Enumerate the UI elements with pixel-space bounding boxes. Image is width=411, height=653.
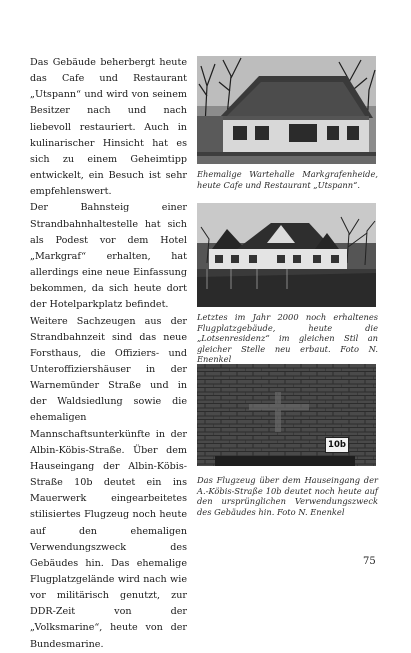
photo-thatched-waiting-hall (197, 56, 376, 164)
photo-caption-waiting-hall: Ehemalige Wartehalle Markgrafenheide, heute Cafe und Restaurant „Utspann“. (197, 169, 378, 190)
house-number-sign: 10b (325, 437, 349, 453)
paragraph-utspann: Das Gebäude beherbergt heute das Cafe und Restaurant „Utspann“ und wird von seinem Besitzer nach und nach liebevoll restauriert. Auch in kulinarischer Hinsicht hat es sich zu einem Geheimtipp entwickelt, ein Besuch ist sehr empfehlenswert. (30, 57, 187, 198)
main-text-column (30, 55, 187, 653)
paragraph-bahnsteig: Der Bahnsteig einer Strandbahnhaltestelle hat sich als Podest vor dem Hotel „Markgraf“ erhalten, hat allerdings eine neue Einfassung bekommen, da sich heute dort der Hotelparkplatz befindet. (30, 202, 187, 311)
photo-brick-wall-airplane (197, 364, 376, 466)
photo-caption-lotsenresidenz: Letztes im Jahr 2000 noch erhaltenes Flugplatzgebäude, heute die „Lotsenresidenz“ im gleichen Stil an gleicher Stelle neu erbaut. Foto N. Enenkel (197, 312, 378, 365)
photo-caption-airplane-relief: Das Flugzeug über dem Hauseingang der A.-Köbis-Straße 10b deutet noch heute auf den ursprünglichen Verwendungszweck des Gebäudes hin. Foto N. Enenkel (197, 475, 378, 517)
photo-lotsenresidenz (197, 203, 376, 307)
page-number: 75 (363, 556, 376, 567)
paragraph-sachzeugen: Weitere Sachzeugen aus der Strandbahnzeit sind das neue Forsthaus, die Offiziers- und Unteroffiziershäuser in der Warnemünder Straße und in der Waldsiedlung sowie die ehemaligen Mannschaftsunterkünfte in der Albin-Köbis-Straße. Über dem Hauseingang der Albin-Köbis-Straße 10b deutet ein ins Mauerwerk eingearbeitetes stilisiertes Flugzeug noch heute auf den ehemaligen Verwendungszweck des Gebäudes hin. Das ehemalige Flugplatzgelände wird nach wie vor militärisch genutzt, zur DDR-Zeit von der „Volksmarine“, heute von der Bundesmarine. (30, 315, 187, 650)
